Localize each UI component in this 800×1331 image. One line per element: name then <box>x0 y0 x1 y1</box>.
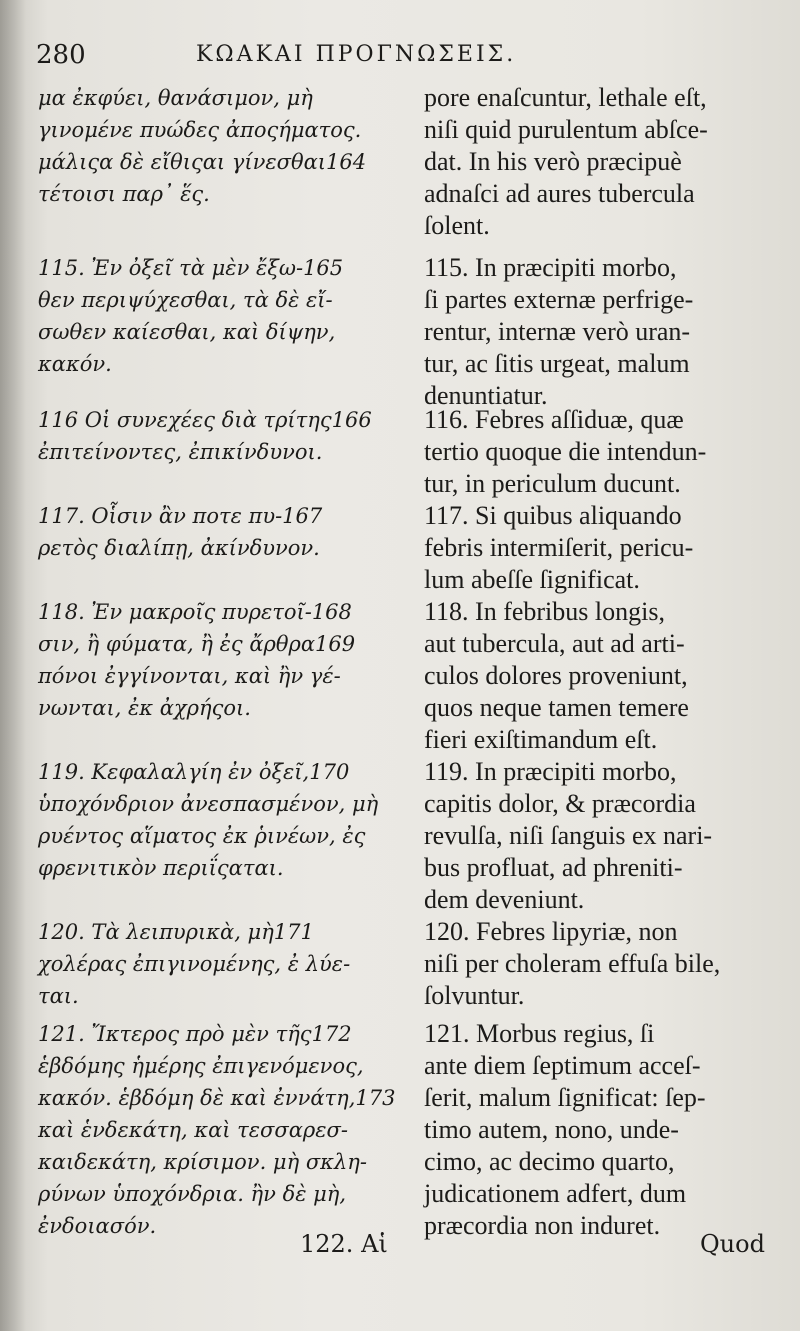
latin-text-line: ante diem ſeptimum acceſ- <box>424 1051 701 1080</box>
latin-text-line: tur, ac ſitis urgeat, malum <box>424 349 690 378</box>
latin-catchword: Quod <box>700 1230 765 1258</box>
latin-text-line: judicationem adfert, dum <box>424 1179 687 1208</box>
greek-aphorism-block <box>38 1018 395 1242</box>
latin-aphorism-block <box>424 756 712 916</box>
greek-aphorism-block <box>38 500 322 564</box>
greek-text-line: ται. <box>38 984 79 1008</box>
greek-text-line: καιδεκάτη, κρίσιμον. μὴ σκλη- <box>38 1150 367 1174</box>
greek-text-line: 119. Κεφαλαλγίη ἐν ὀξεῖ,170 <box>38 760 350 784</box>
greek-aphorism-block <box>38 82 366 210</box>
greek-aphorism-block <box>38 596 355 724</box>
greek-text-line: μα ἐκφύει, θανάσιμον, μὴ <box>38 86 313 110</box>
greek-text-line: ὑποχόνδριον ἀνεσπασμένον, μὴ <box>38 792 379 816</box>
greek-text-line: σωθεν καίεσθαι, καὶ δίψην, <box>38 320 336 344</box>
page-number: 280 <box>36 40 86 70</box>
greek-text-line: ἑβδόμης ἡμέρης ἐπιγενόμενος, <box>38 1054 364 1078</box>
page-header <box>36 40 776 80</box>
greek-aphorism-block <box>38 756 378 884</box>
latin-text-line: præcordia non induret. <box>424 1211 661 1240</box>
latin-aphorism-block <box>424 404 706 500</box>
latin-text-line: aut tubercula, aut ad arti- <box>424 629 685 658</box>
latin-text-line: febris intermiſerit, pericu- <box>424 533 694 562</box>
greek-text-line: γινομένε πυώδες ἀποςήματος. <box>38 118 362 142</box>
greek-text-line: καὶ ἑνδεκάτη, καὶ τεσσαρεσ- <box>38 1118 348 1142</box>
latin-aphorism-block <box>424 1018 706 1242</box>
greek-aphorism-block <box>38 252 343 380</box>
latin-text-line: quos neque tamen temere <box>424 693 689 722</box>
greek-text-line: 121. Ἴκτερος πρὸ μὲν τῆς172 <box>38 1022 352 1046</box>
latin-text-line: 115. In præcipiti morbo, <box>424 253 677 282</box>
latin-text-line: bus profluat, ad phreniti- <box>424 853 683 882</box>
latin-text-line: ſolent. <box>424 211 490 240</box>
greek-text-line: ρετὸς διαλίπῃ, ἀκίνδυνον. <box>38 536 320 560</box>
latin-text-line: 121. Morbus regius, ſi <box>424 1019 655 1048</box>
latin-text-line: niſi quid purulentum abſce- <box>424 115 708 144</box>
latin-aphorism-block <box>424 82 708 242</box>
greek-aphorism-block <box>38 916 350 1012</box>
latin-aphorism-block <box>424 252 693 412</box>
greek-text-line: κακόν. ἑβδόμη δὲ καὶ ἐννάτη,173 <box>38 1086 396 1110</box>
running-title: ΚΩΑΚΑΙ ΠΡΟΓΝΩΣΕΙΣ. <box>196 42 517 67</box>
latin-text-line: revulſa, niſi ſanguis ex nari- <box>424 821 713 850</box>
latin-text-line: capitis dolor, & præcordia <box>424 789 696 818</box>
greek-text-line: 117. Οἷσιν ἂν ποτε πυ-167 <box>38 504 323 528</box>
greek-text-line: ἐπιτείνοντες, ἐπικίνδυνοι. <box>38 440 323 464</box>
greek-text-line: σιν, ἢ φύματα, ἢ ἐς ἄρθρα169 <box>38 632 356 656</box>
latin-text-line: culos dolores proveniunt, <box>424 661 688 690</box>
greek-text-line: θεν περιψύχεσθαι, τὰ δὲ εἴ- <box>38 288 333 312</box>
latin-text-line: tur, in periculum ducunt. <box>424 469 681 498</box>
latin-text-line: ſi partes externæ perfrige- <box>424 285 694 314</box>
latin-text-line: tertio quoque die intendun- <box>424 437 707 466</box>
latin-text-line: ſolvuntur. <box>424 981 525 1010</box>
greek-text-line: τέτοισι παρ᾽ ἕς. <box>38 182 210 206</box>
binding-shadow <box>0 0 26 1331</box>
greek-catchword: 122. Αἱ <box>300 1230 388 1258</box>
greek-text-line: 120. Τὰ λειπυρικὰ, μὴ171 <box>38 920 314 944</box>
greek-text-line: κακόν. <box>38 352 112 376</box>
greek-text-line: ἐνδοιασόν. <box>38 1214 157 1238</box>
greek-text-line: 118. Ἐν μακροῖς πυρετοῖ-168 <box>38 600 352 624</box>
greek-text-line: χολέρας ἐπιγινομένης, ἐ λύε- <box>38 952 351 976</box>
latin-text-line: fieri exiſtimandum eſt. <box>424 725 658 754</box>
latin-text-line: denuntiatur. <box>424 381 548 410</box>
latin-text-line: timo autem, nono, unde- <box>424 1115 679 1144</box>
latin-text-line: pore enaſcuntur, lethale eſt, <box>424 83 707 112</box>
latin-aphorism-block <box>424 916 720 1012</box>
greek-text-line: 116 Οἱ συνεχέες διὰ τρίτης166 <box>38 408 372 432</box>
latin-text-line: 120. Febres lipyriæ, non <box>424 917 678 946</box>
latin-text-line: niſi per choleram effuſa bile, <box>424 949 721 978</box>
greek-aphorism-block <box>38 404 372 468</box>
greek-text-line: νωνται, ἐκ ἀχρήςοι. <box>38 696 251 720</box>
latin-aphorism-block <box>424 500 693 596</box>
latin-text-line: rentur, internæ verò uran- <box>424 317 691 346</box>
latin-text-line: 117. Si quibus aliquando <box>424 501 682 530</box>
latin-text-line: 119. In præcipiti morbo, <box>424 757 677 786</box>
latin-text-line: dem deveniunt. <box>424 885 585 914</box>
greek-text-line: ρυέντος αἵματος ἐκ ῥινέων, ἐς <box>38 824 366 848</box>
latin-text-line: cimo, ac decimo quarto, <box>424 1147 675 1176</box>
latin-text-line: lum abeſſe ſignificat. <box>424 565 640 594</box>
latin-aphorism-block <box>424 596 689 756</box>
greek-text-line: μάλιςα δὲ εἴθιςαι γίνεσθαι164 <box>38 150 367 174</box>
latin-text-line: 118. In febribus longis, <box>424 597 665 626</box>
greek-text-line: φρενιτικὸν περιΐςαται. <box>38 856 284 880</box>
greek-text-line: 115. Ἐν ὀξεῖ τὰ μὲν ἔξω-165 <box>38 256 344 280</box>
greek-text-line: ρύνων ὑποχόνδρια. ἢν δὲ μὴ, <box>38 1182 347 1206</box>
greek-text-line: πόνοι ἐγγίνονται, καὶ ἢν γέ- <box>38 664 341 688</box>
latin-text-line: ſerit, malum ſignificat: ſep- <box>424 1083 706 1112</box>
latin-text-line: 116. Febres aſſiduæ, quæ <box>424 405 684 434</box>
latin-text-line: adnaſci ad aures tubercula <box>424 179 695 208</box>
latin-text-line: dat. In his verò præcipuè <box>424 147 682 176</box>
